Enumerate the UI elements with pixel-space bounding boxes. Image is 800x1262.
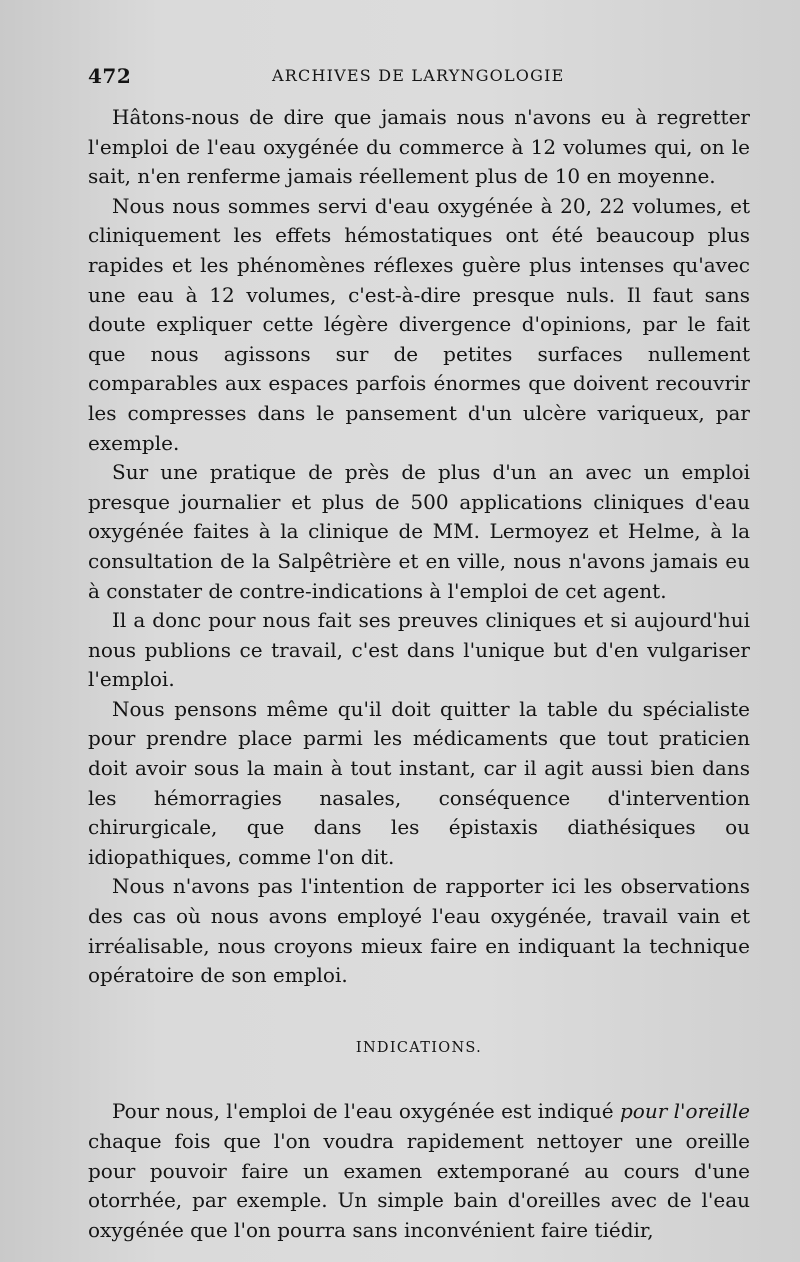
paragraph-2: Nous nous sommes servi d'eau oxygénée à 20, 22 volumes, et cliniquement les effets hémostatiques ont été beaucoup plus rapides et les phénomènes réflexes guère plus intenses qu'avec une eau à 12 volumes, c'est-à-dire presque nuls. Il faut sans doute expliquer cette légère divergence d'opinions, par le fait que nous agissons sur de petites surfaces nullement comparables aux espaces parfois énormes que doivent recouvrir les compresses dans le pansement d'un ulcère variqueux, par exemple. bbox=[88, 193, 750, 455]
paragraph-6: Nous n'avons pas l'intention de rapporter ici les observations des cas où nous avons employé l'eau oxygénée, travail vain et irréalisable, nous croyons mieux faire en indiquant la technique opératoire de son emploi. bbox=[88, 874, 750, 988]
page-header bbox=[88, 64, 748, 90]
paragraph-7-start: Pour nous, l'emploi de l'eau oxygénée est indiqué bbox=[112, 1099, 620, 1124]
running-title: ARCHIVES DE LARYNGOLOGIE bbox=[272, 66, 565, 85]
paragraph-5: Nous pensons même qu'il doit quitter la table du spécialiste pour prendre place parmi les médicaments que tout praticien doit avoir sous la main à tout instant, car il agit aussi bien dans les hémorragies nasales, conséquence d'intervention chirurgicale, que dans les épistaxis diathésiques ou idiopathiques, comme l'on dit. bbox=[88, 696, 750, 869]
page-number: 472 bbox=[88, 64, 132, 88]
body-text bbox=[88, 103, 750, 1245]
paragraph-7-emphasis: pour l'oreille bbox=[619, 1099, 750, 1124]
paragraph-7 bbox=[88, 1097, 750, 1245]
section-heading: INDICATIONS. bbox=[355, 1039, 483, 1056]
paragraph-1: Hâtons-nous de dire que jamais nous n'avons eu à regretter l'emploi de l'eau oxygénée du commerce à 12 volumes qui, on le sait, n'en renferme jamais réellement plus de 10 en moyenne. bbox=[88, 105, 750, 189]
paragraph-3: Sur une pratique de près de plus d'un an avec un emploi presque journalier et plus de 500 applications cliniques d'eau oxygénée faites à la clinique de MM. Lermoyez et Helme, à la consultation de la Salpêtrière et en ville, nous n'avons jamais eu à constater de contre-indications à l'emploi de cet agent. bbox=[88, 460, 750, 603]
paragraph-4: Il a donc pour nous fait ses preuves cliniques et si aujourd'hui nous publions ce travail, c'est dans l'unique but d'en vulgariser l'emploi. bbox=[88, 608, 750, 692]
paragraph-7-rest: chaque fois que l'on voudra rapidement nettoyer une oreille pour pouvoir faire un examen extemporané au cours d'une otorrhée, par exemple. Un simple bain d'oreilles avec de l'eau oxygénée que l'on pourra sans inconvénient faire tiédir, bbox=[88, 1129, 750, 1242]
